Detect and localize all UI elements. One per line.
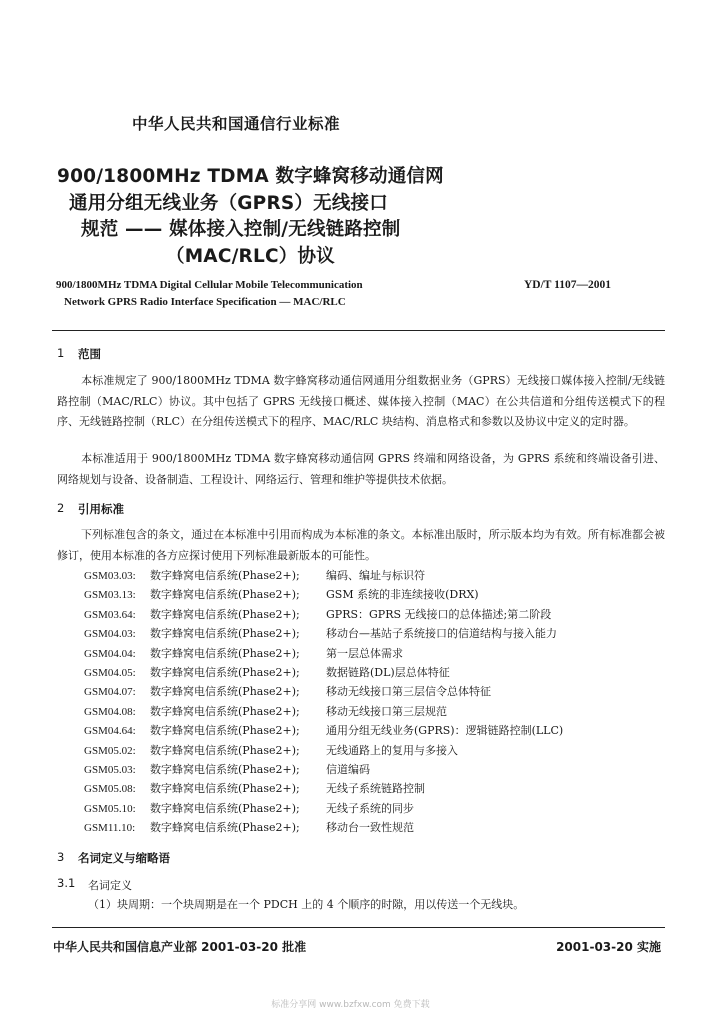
reference-title: GPRS：GPRS 无线接口的总体描述;第二阶段 — [326, 607, 552, 621]
reference-series: 数字蜂窝电信系统(Phase2+); — [150, 646, 300, 660]
reference-item — [84, 760, 370, 779]
reference-series: 数字蜂窝电信系统(Phase2+); — [150, 704, 300, 718]
reference-item — [84, 585, 479, 604]
reference-title: 移动无线接口第三层信令总体特征 — [326, 685, 491, 699]
title-line-4: （MAC/RLC）协议 — [166, 246, 335, 267]
reference-code: GSM03.64: — [84, 608, 136, 621]
footer-divider — [52, 927, 665, 928]
reference-series: 数字蜂窝电信系统(Phase2+); — [150, 627, 300, 641]
reference-series: 数字蜂窝电信系统(Phase2+); — [150, 588, 300, 602]
header-divider — [52, 330, 665, 331]
reference-item — [84, 663, 450, 682]
reference-series: 数字蜂窝电信系统(Phase2+); — [150, 569, 300, 582]
section-2-heading: 引用标准 — [78, 502, 124, 516]
section-2-intro — [57, 525, 665, 566]
reference-code: GSM03.13: — [84, 589, 136, 602]
section-1-paragraph-2-text: 本标准适用于 900/1800MHz TDMA 数字蜂窝移动通信网 GPRS 终端和网络设备，为 GPRS 系统和终端设备引进、网络规划与设备、设备制造、工程设计、网络运行、管理和维护等提供技术依据。 — [57, 452, 665, 486]
english-title-line-1: 900/1800MHz TDMA Digital Cellular Mobile Telecommunication — [56, 279, 363, 291]
reference-series: 数字蜂窝电信系统(Phase2+); — [150, 607, 300, 621]
section-3-heading: 名词定义与缩略语 — [78, 851, 170, 865]
section-1-number: 1 — [57, 346, 65, 360]
reference-title: GSM 系统的非连续接收(DRX) — [326, 588, 479, 602]
reference-title: 编码、编址与标识符 — [326, 569, 425, 582]
reference-code: GSM04.64: — [84, 725, 136, 738]
section-1-paragraph-2 — [57, 449, 665, 490]
reference-title: 无线通路上的复用与多接入 — [326, 743, 458, 757]
reference-series: 数字蜂窝电信系统(Phase2+); — [150, 801, 300, 815]
reference-item — [84, 721, 563, 740]
title-line-1: 900/1800MHz TDMA 数字蜂窝移动通信网 — [57, 166, 444, 187]
reference-item — [84, 702, 447, 721]
reference-code: GSM04.08: — [84, 705, 136, 718]
title-line-3: 规范 —— 媒体接入控制/无线链路控制 — [81, 219, 401, 240]
english-title-line-2: Network GPRS Radio Interface Specification — MAC/RLC — [64, 296, 346, 308]
reference-title: 移动台—基站子系统接口的信道结构与接入能力 — [326, 627, 557, 641]
subsection-3-1-number: 3.1 — [57, 876, 76, 890]
standard-code: YD/T 1107—2001 — [524, 279, 612, 291]
reference-code: GSM05.10: — [84, 802, 136, 815]
reference-code: GSM04.04: — [84, 647, 136, 660]
reference-code: GSM11.10: — [84, 822, 136, 835]
reference-title: 移动台一致性规范 — [326, 821, 414, 835]
section-2-number: 2 — [57, 501, 65, 515]
reference-series: 数字蜂窝电信系统(Phase2+); — [150, 724, 300, 738]
reference-item — [84, 682, 491, 701]
reference-code: GSM04.05: — [84, 667, 136, 679]
reference-title: 通用分组无线业务(GPRS)：逻辑链路控制(LLC) — [326, 724, 564, 738]
reference-code: GSM05.02: — [84, 744, 136, 757]
standard-category: 中华人民共和国通信行业标准 — [132, 115, 341, 133]
watermark: 标准分享网 www.bzfxw.com 免费下载 — [271, 1000, 430, 1010]
reference-item — [84, 799, 414, 818]
section-2-intro-text: 下列标准包含的条文，通过在本标准中引用而构成为本标准的条文。本标准出版时，所示版本均为有效。所有标准都会被修订，使用本标准的各方应探讨使用下列标准最新版本的可能性。 — [57, 528, 665, 562]
section-1-paragraph-1 — [57, 371, 665, 433]
reference-series: 数字蜂窝电信系统(Phase2+); — [150, 685, 300, 699]
reference-item — [84, 644, 403, 663]
section-3-number: 3 — [57, 850, 65, 864]
reference-item — [84, 818, 414, 837]
reference-series: 数字蜂窝电信系统(Phase2+); — [150, 743, 300, 757]
subsection-3-1-heading: 名词定义 — [88, 879, 132, 892]
reference-item — [84, 566, 425, 585]
reference-series: 数字蜂窝电信系统(Phase2+); — [150, 666, 300, 679]
reference-series: 数字蜂窝电信系统(Phase2+); — [150, 782, 300, 796]
reference-title: 信道编码 — [326, 763, 370, 776]
reference-title: 数据链路(DL)层总体特征 — [326, 666, 450, 679]
reference-code: GSM04.07: — [84, 686, 136, 699]
reference-code: GSM04.03: — [84, 628, 136, 641]
approval-info: 中华人民共和国信息产业部 2001-03-20 批准 — [53, 940, 307, 954]
reference-code: GSM05.03: — [84, 764, 136, 776]
title-line-2: 通用分组无线业务（GPRS）无线接口 — [69, 193, 388, 214]
reference-code: GSM03.03: — [84, 570, 136, 582]
section-1-paragraph-1-text: 本标准规定了 900/1800MHz TDMA 数字蜂窝移动通信网通用分组数据业务（GPRS）无线接口媒体接入控制/无线链路控制（MAC/RLC）协议。其中包括了 GPRS 无线接口概述、媒体接入控制（MAC）在公共信道和分组传送模式下的程序、无线链路控制（RLC）在分组传送模式下的程序、MAC/RLC 块结构、消息格式和参数以及协议中定义的定时器。 — [57, 374, 665, 428]
reference-title: 第一层总体需求 — [326, 646, 403, 660]
reference-series: 数字蜂窝电信系统(Phase2+); — [150, 821, 300, 835]
section-1-heading: 范围 — [78, 347, 101, 361]
reference-title: 无线子系统的同步 — [326, 801, 414, 815]
reference-title: 移动无线接口第三层规范 — [326, 704, 447, 718]
reference-series: 数字蜂窝电信系统(Phase2+); — [150, 763, 300, 776]
reference-code: GSM05.08: — [84, 783, 136, 796]
reference-item — [84, 741, 458, 760]
reference-item — [84, 779, 425, 798]
reference-item — [84, 605, 551, 624]
definition-item-1: （1）块周期：一个块周期是在一个 PDCH 上的 4 个顺序的时隙，用以传送一个无线块。 — [88, 898, 525, 911]
reference-item — [84, 624, 557, 643]
reference-title: 无线子系统链路控制 — [326, 782, 425, 796]
implementation-date: 2001-03-20 实施 — [556, 940, 661, 954]
